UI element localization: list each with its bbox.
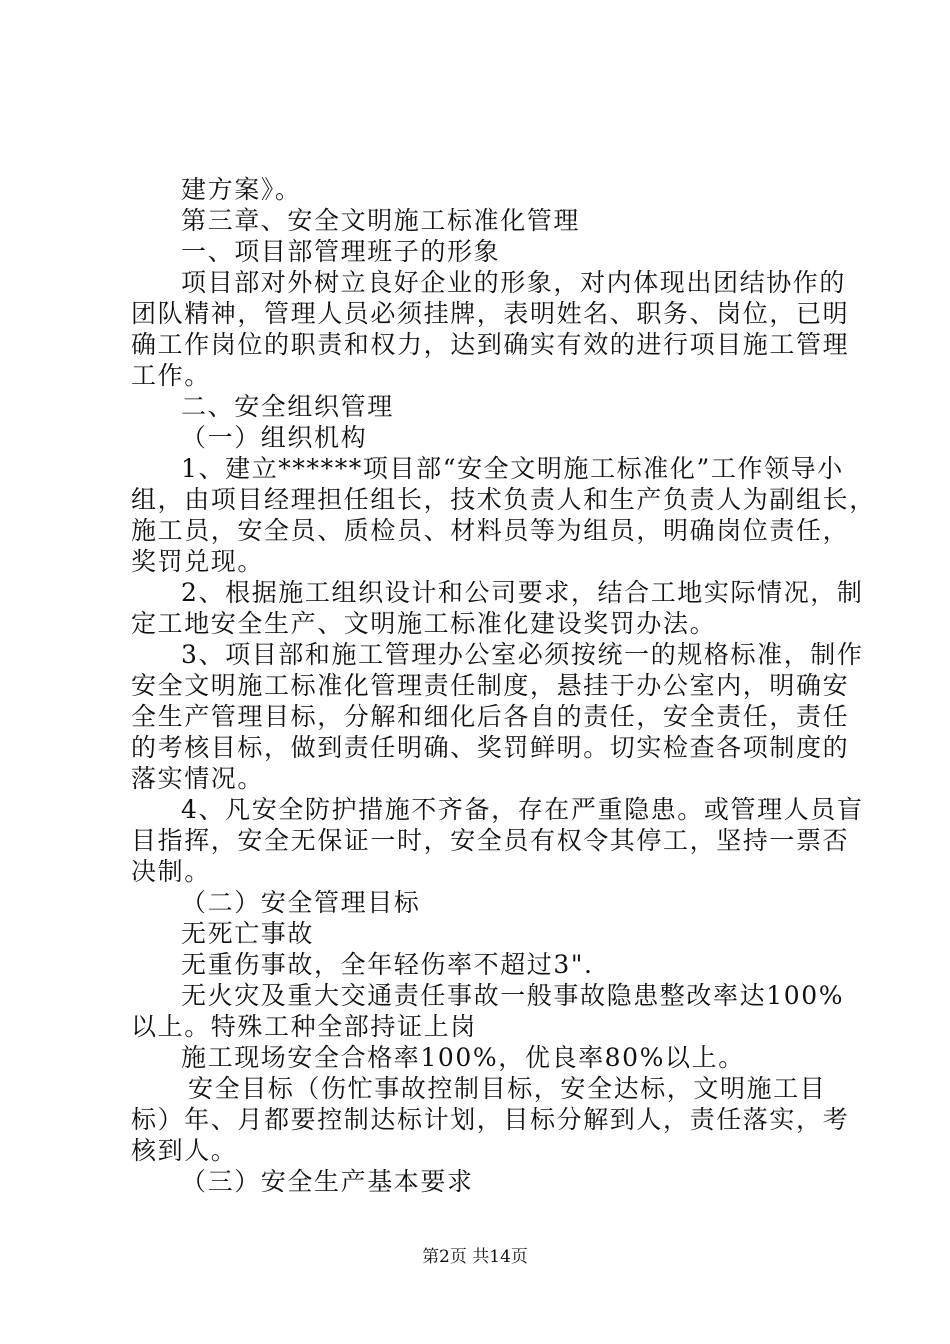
subsection-heading: （二）安全管理目标 xyxy=(181,888,421,917)
text-line: 项目部对外树立良好企业的形象，对内体现出团结协作的 xyxy=(181,268,847,297)
subsection-heading: （三）安全生产基本要求 xyxy=(181,1167,474,1196)
section-heading: 一、项目部管理班子的形象 xyxy=(181,237,501,266)
text-line: 奖罚兑现。 xyxy=(131,547,265,576)
text-line: 落实情况。 xyxy=(131,764,265,793)
text-line: 全生产管理目标，分解和细化后各自的责任，安全责任，责任 xyxy=(131,702,850,731)
text-line: 4、凡安全防护措施不齐备，存在严重隐患。或管理人员盲 xyxy=(181,795,864,824)
text-line: 安全目标（伤忙事故控制目标，安全达标，文明施工目 xyxy=(188,1074,827,1103)
text-line: 无死亡事故 xyxy=(181,919,315,948)
text-line: 施工现场安全合格率100%，优良率80%以上。 xyxy=(181,1043,745,1072)
section-heading: 二、安全组织管理 xyxy=(181,392,394,421)
text-line: 工作。 xyxy=(131,361,211,390)
text-line: 的考核目标，做到责任明确、奖罚鲜明。切实检查各项制度的 xyxy=(131,733,850,762)
chapter-heading: 第三章、安全文明施工标准化管理 xyxy=(181,206,581,235)
text-line: 以上。特殊工种全部持证上岗 xyxy=(131,1012,477,1041)
subsection-heading: （一）组织机构 xyxy=(181,423,368,452)
text-line: 确工作岗位的职责和权力，达到确实有效的进行项目施工管理 xyxy=(131,330,850,359)
text-line: 组，由项目经理担任组长，技术负责人和生产负责人为副组长， xyxy=(131,485,876,514)
text-line: 建方案》。 xyxy=(181,175,302,204)
text-line: 3、项目部和施工管理办公室必须按统一的规格标准，制作 xyxy=(181,640,864,669)
text-line: 施工员，安全员、质检员、材料员等为组员，明确岗位责任， xyxy=(131,516,850,545)
text-line: 标）年、月都要控制达标计划，目标分解到人，责任落实，考 xyxy=(131,1105,850,1134)
text-line: 2、根据施工组织设计和公司要求，结合工地实际情况，制 xyxy=(181,578,864,607)
text-line: 无重伤事故，全年轻伤率不超过3". xyxy=(181,950,594,979)
text-line: 核到人。 xyxy=(131,1136,238,1165)
text-line: 无火灾及重大交通责任事故一般事故隐患整改率达100% xyxy=(181,981,845,1010)
text-line: 安全文明施工标准化管理责任制度，悬挂于办公室内，明确安 xyxy=(131,671,850,700)
text-line: 团队精神，管理人员必须挂牌，表明姓名、职务、岗位，已明 xyxy=(131,299,850,328)
text-line: 决制。 xyxy=(131,857,211,886)
text-line: 1、建立******项目部“安全文明施工标准化”工作领导小 xyxy=(181,454,844,483)
text-line: 定工地安全生产、文明施工标准化建设奖罚办法。 xyxy=(131,609,717,638)
text-line: 目指挥，安全无保证一时，安全员有权令其停工，坚持一票否 xyxy=(131,826,850,855)
page-footer: 第2页 共14页 xyxy=(422,1247,528,1267)
